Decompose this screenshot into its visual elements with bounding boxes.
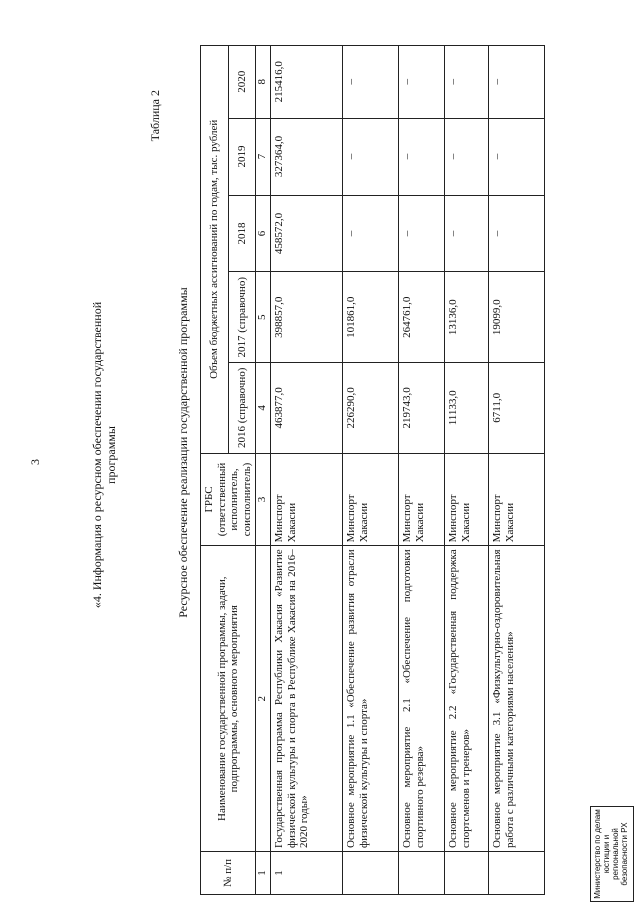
header-2018: 2018 (228, 195, 256, 272)
header-2019: 2019 (228, 118, 256, 195)
row-name: Основное мероприятие 2.1 «Обеспечение подготовки спортивного резерва» (399, 546, 445, 852)
stamp-line: безопасности РХ (620, 822, 629, 886)
row-2019: 327364,0 (271, 118, 343, 195)
row-num: 1 (271, 852, 343, 895)
index-cell: 8 (256, 46, 271, 119)
table-row (399, 46, 445, 895)
header-2017: 2017 (справочно) (228, 272, 256, 363)
row-2019: – (445, 118, 489, 195)
header-2020: 2020 (228, 46, 256, 119)
row-2019: – (489, 118, 545, 195)
header-grbs: ГРБС (ответственный исполнитель, соисполнитель) (201, 453, 256, 546)
table-row (343, 46, 399, 895)
row-2020: – (343, 46, 399, 119)
row-2016: 6711,0 (489, 363, 545, 454)
row-2017: 264761,0 (399, 272, 445, 363)
row-2017: 19099,0 (489, 272, 545, 363)
header-num: № п/п (201, 852, 256, 895)
row-2017: 13136,0 (445, 272, 489, 363)
stamp-line: Министерство по делам (593, 809, 602, 899)
index-cell: 6 (256, 195, 271, 272)
row-2020: – (445, 46, 489, 119)
registration-stamp (590, 806, 634, 902)
index-cell: 4 (256, 363, 271, 454)
header-name: Наименование государственной программы, задачи, подпрограммы, основного мероприятия (201, 546, 256, 852)
row-num (489, 852, 545, 895)
row-2019: – (343, 118, 399, 195)
header-2016: 2016 (справочно) (228, 363, 256, 454)
section-title: «4. Информация о ресурсном обеспечении государственной программы (90, 301, 118, 609)
stamp-line: юстиции и региональной (602, 828, 620, 880)
index-cell: 7 (256, 118, 271, 195)
index-cell: 2 (256, 546, 271, 852)
row-2018: – (343, 195, 399, 272)
table-label: Таблица 2 (148, 90, 162, 142)
table-caption: Ресурсное обеспечение реализации государственной программы (176, 287, 190, 618)
index-cell: 3 (256, 453, 271, 546)
row-num (445, 852, 489, 895)
row-2017: 398857,0 (271, 272, 343, 363)
row-name: Основное мероприятие 3.1 «Физкультурно-оздоровительная работа с различными категориями населения» (489, 546, 545, 852)
row-grbs: Минспорт Хакасии (343, 453, 399, 546)
table-row (445, 46, 489, 895)
row-2016: 219743,0 (399, 363, 445, 454)
row-2020: – (399, 46, 445, 119)
row-2018: – (399, 195, 445, 272)
row-grbs: Минспорт Хакасии (399, 453, 445, 546)
row-name: Государственная программа Республики Хакасия «Развитие физической культуры и спорта в Республике Хакасия на 2016–2020 годы» (271, 546, 343, 852)
resource-table (200, 45, 545, 895)
row-2016: 226290,0 (343, 363, 399, 454)
row-2016: 11133,0 (445, 363, 489, 454)
row-2019: – (399, 118, 445, 195)
row-name: Основное мероприятие 1.1 «Обеспечение развития отрасли физической культуры и спорта» (343, 546, 399, 852)
table-row (271, 46, 343, 895)
row-grbs: Минспорт Хакасии (489, 453, 545, 546)
row-2020: – (489, 46, 545, 119)
row-num (399, 852, 445, 895)
page-number: 3 (28, 459, 42, 465)
table-row (489, 46, 545, 895)
column-index-row (256, 46, 271, 895)
row-num (343, 852, 399, 895)
row-2017: 101861,0 (343, 272, 399, 363)
row-2018: – (445, 195, 489, 272)
row-grbs: Минспорт Хакасии (445, 453, 489, 546)
row-name: Основное мероприятие 2.2 «Государственная поддержка спортсменов и тренеров» (445, 546, 489, 852)
index-cell: 1 (256, 852, 271, 895)
row-2018: 458572,0 (271, 195, 343, 272)
row-grbs: Минспорт Хакасии (271, 453, 343, 546)
row-2020: 215416,0 (271, 46, 343, 119)
header-funding: Объем бюджетных ассигнований по годам, тыс. рублей (201, 46, 229, 454)
row-2016: 463877,0 (271, 363, 343, 454)
row-2018: – (489, 195, 545, 272)
index-cell: 5 (256, 272, 271, 363)
